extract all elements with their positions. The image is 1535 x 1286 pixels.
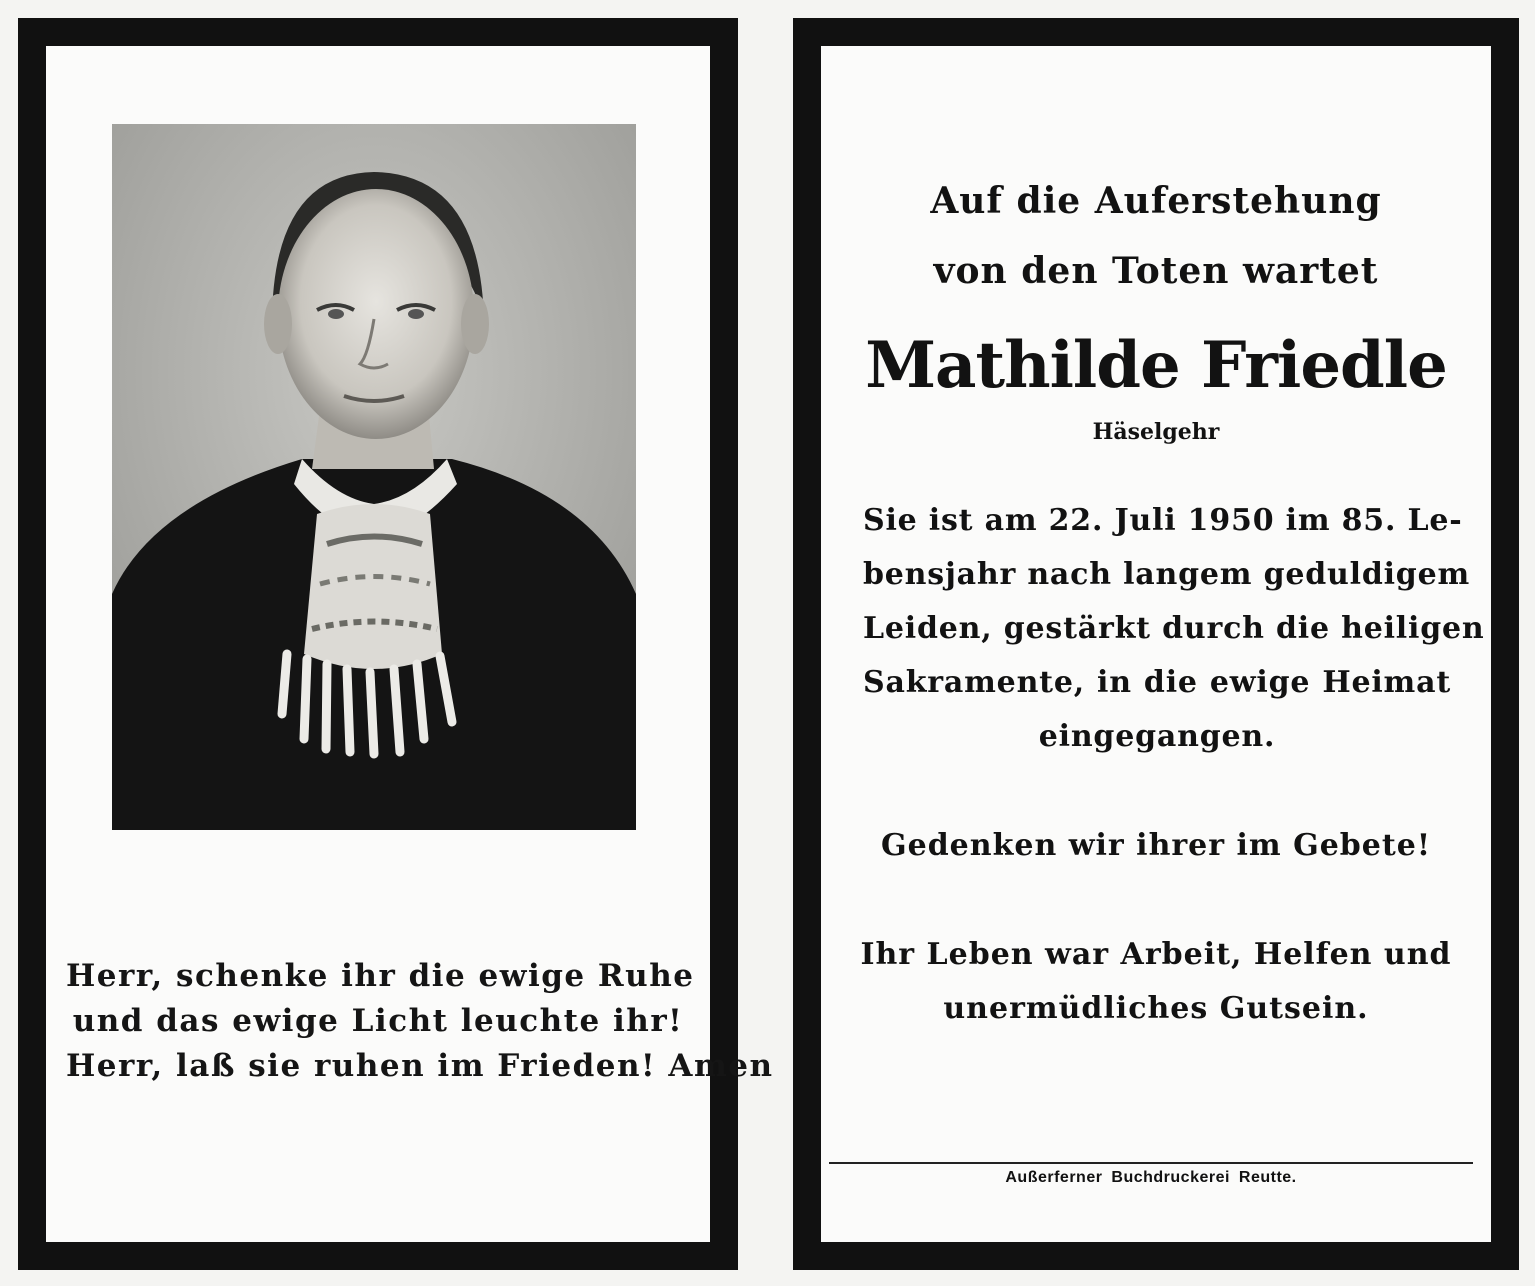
right-card-panel <box>793 18 1519 1270</box>
prayer-line: und das ewige Licht leuchte ihr! <box>72 1003 684 1039</box>
motto <box>821 928 1491 1036</box>
maiden-name: Häselgehr <box>1092 419 1220 445</box>
obituary-line: Leiden, gestärkt durch die heiligen <box>863 611 1485 646</box>
deceased-name: Mathilde Friedle <box>865 328 1447 403</box>
obituary-line: Sakramente, in die ewige Heimat <box>863 665 1451 700</box>
obituary-line: bensjahr nach langem geduldigem <box>863 557 1471 592</box>
remembrance-line: Gedenken wir ihrer im Gebete! <box>880 828 1431 863</box>
printer-imprint: Außerferner Buchdruckerei Reutte. <box>1005 1169 1297 1186</box>
divider-rule <box>829 1162 1473 1164</box>
heading-line: von den Toten wartet <box>933 250 1379 292</box>
prayer-text <box>66 954 774 1089</box>
motto-line: unermüdliches Gutsein. <box>943 991 1369 1026</box>
left-card-panel <box>18 18 774 1270</box>
prayer-line: Herr, schenke ihr die ewige Ruhe <box>66 958 695 994</box>
heading-line: Auf die Auferstehung <box>930 180 1382 222</box>
obituary-text <box>863 494 1485 764</box>
obituary-line: eingegangen. <box>1038 719 1276 754</box>
motto-line: Ihr Leben war Arbeit, Helfen und <box>860 937 1452 972</box>
prayer-line: Herr, laß sie ruhen im Frieden! Amen <box>66 1048 774 1084</box>
portrait-photo <box>112 124 636 830</box>
heading <box>821 166 1491 306</box>
obituary-line: Sie ist am 22. Juli 1950 im 85. Le- <box>863 503 1463 538</box>
portrait-image <box>112 124 636 830</box>
